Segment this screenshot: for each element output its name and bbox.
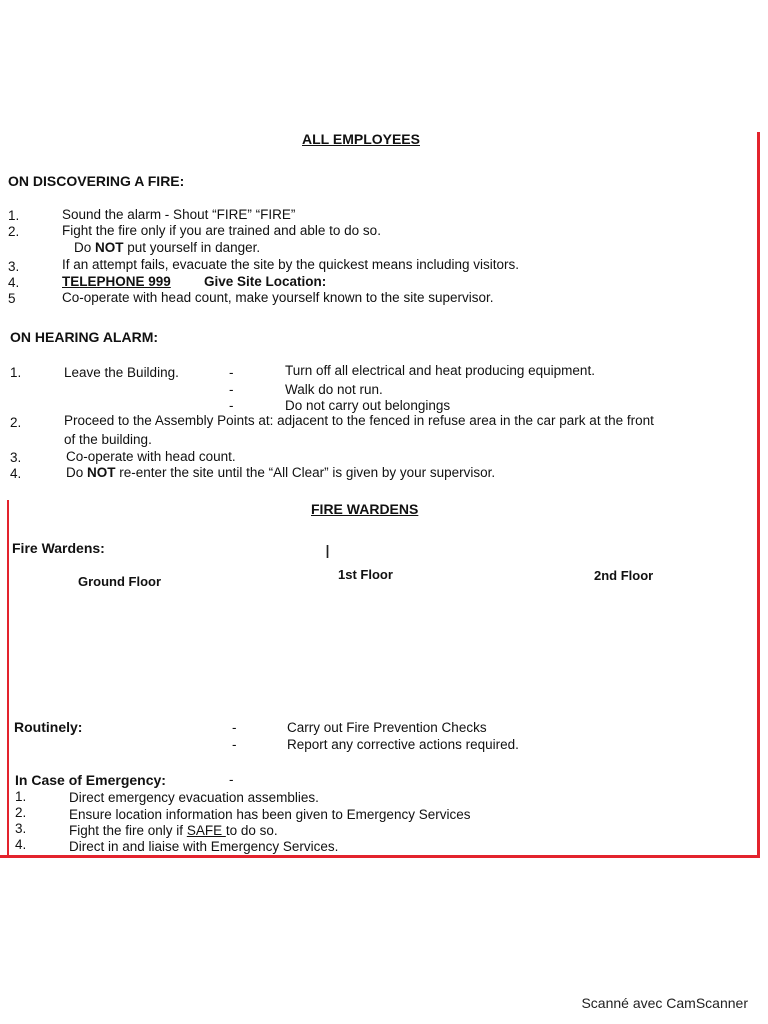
- section-title-discovering: ON DISCOVERING A FIRE:: [8, 173, 185, 189]
- routinely-dash-2: -: [232, 737, 237, 752]
- emergency-label: In Case of Emergency:: [15, 772, 166, 788]
- emergency-item-1-num: 1.: [15, 789, 27, 804]
- hearing-sub-3: Do not carry out belongings: [285, 398, 451, 413]
- discover-item-2-warning: Do NOT put yourself in danger.: [74, 240, 261, 255]
- hearing-item-2-line1: Proceed to the Assembly Points at: adjacent to the fenced in refuse area in the car park at the front: [64, 413, 654, 428]
- discover-item-4-num: 4.: [8, 275, 20, 290]
- hearing-item-1-label: Leave the Building.: [64, 365, 179, 380]
- section-title-hearing: ON HEARING ALARM:: [10, 329, 159, 345]
- emergency-item-1-text: Direct emergency evacuation assemblies.: [69, 790, 319, 805]
- discover-item-2-text: Fight the fire only if you are trained and able to do so.: [62, 223, 381, 238]
- floor-second: 2nd Floor: [594, 568, 654, 583]
- routinely-dash-1: -: [232, 720, 237, 735]
- discover-item-5-text: Co-operate with head count, make yourself known to the site supervisor.: [62, 290, 494, 305]
- hearing-item-4-num: 4.: [10, 466, 22, 481]
- text-cursor-icon: I: [325, 542, 331, 562]
- emergency-item-2-text: Ensure location information has been given to Emergency Services: [69, 807, 471, 822]
- emergency-item-2-num: 2.: [15, 805, 27, 820]
- emergency-item-4-num: 4.: [15, 837, 27, 852]
- discover-item-3-text: If an attempt fails, evacuate the site by the quickest means including visitors.: [62, 257, 519, 272]
- hearing-item-1-num: 1.: [10, 365, 22, 380]
- discover-item-1-text: Sound the alarm - Shout “FIRE” “FIRE”: [62, 207, 296, 222]
- hearing-sub-1: Turn off all electrical and heat producing equipment.: [285, 363, 595, 378]
- floor-first: 1st Floor: [338, 567, 393, 582]
- fire-wardens-label: Fire Wardens:: [12, 540, 105, 556]
- hearing-dash-3: -: [229, 398, 234, 413]
- discover-item-2-num: 2.: [8, 224, 20, 239]
- routinely-item-2: Report any corrective actions required.: [287, 737, 519, 752]
- emergency-item-3-num: 3.: [15, 821, 27, 836]
- routinely-item-1: Carry out Fire Prevention Checks: [287, 720, 487, 735]
- floor-ground: Ground Floor: [78, 574, 162, 589]
- emergency-dash: -: [229, 772, 234, 787]
- emergency-item-4-text: Direct in and liaise with Emergency Services.: [69, 839, 339, 854]
- hearing-item-2-line2: of the building.: [64, 432, 152, 447]
- heading-all-employees: ALL EMPLOYEES: [302, 131, 420, 147]
- heading-fire-wardens: FIRE WARDENS: [311, 501, 419, 517]
- hearing-item-4-text: Do NOT re-enter the site until the “All Clear” is given by your supervisor.: [66, 465, 496, 480]
- hearing-sub-2: Walk do not run.: [285, 382, 383, 397]
- hearing-dash-2: -: [229, 382, 234, 397]
- routinely-label: Routinely:: [14, 719, 83, 735]
- sheet-left-border: [7, 500, 9, 856]
- discover-item-3-num: 3.: [8, 259, 20, 274]
- hearing-item-3-num: 3.: [10, 450, 22, 465]
- camscanner-footer: Scanné avec CamScanner: [581, 995, 748, 1011]
- hearing-item-2-num: 2.: [10, 415, 22, 430]
- telephone-999: TELEPHONE 999: [62, 274, 171, 289]
- emergency-item-3-text: Fight the fire only if SAFE to do so.: [69, 823, 278, 838]
- hearing-item-3-text: Co-operate with head count.: [66, 449, 236, 464]
- discover-item-5-num: 5: [8, 291, 16, 306]
- give-site-location: Give Site Location:: [204, 274, 327, 289]
- discover-item-1-num: 1.: [8, 208, 20, 223]
- hearing-dash-1: -: [229, 365, 234, 380]
